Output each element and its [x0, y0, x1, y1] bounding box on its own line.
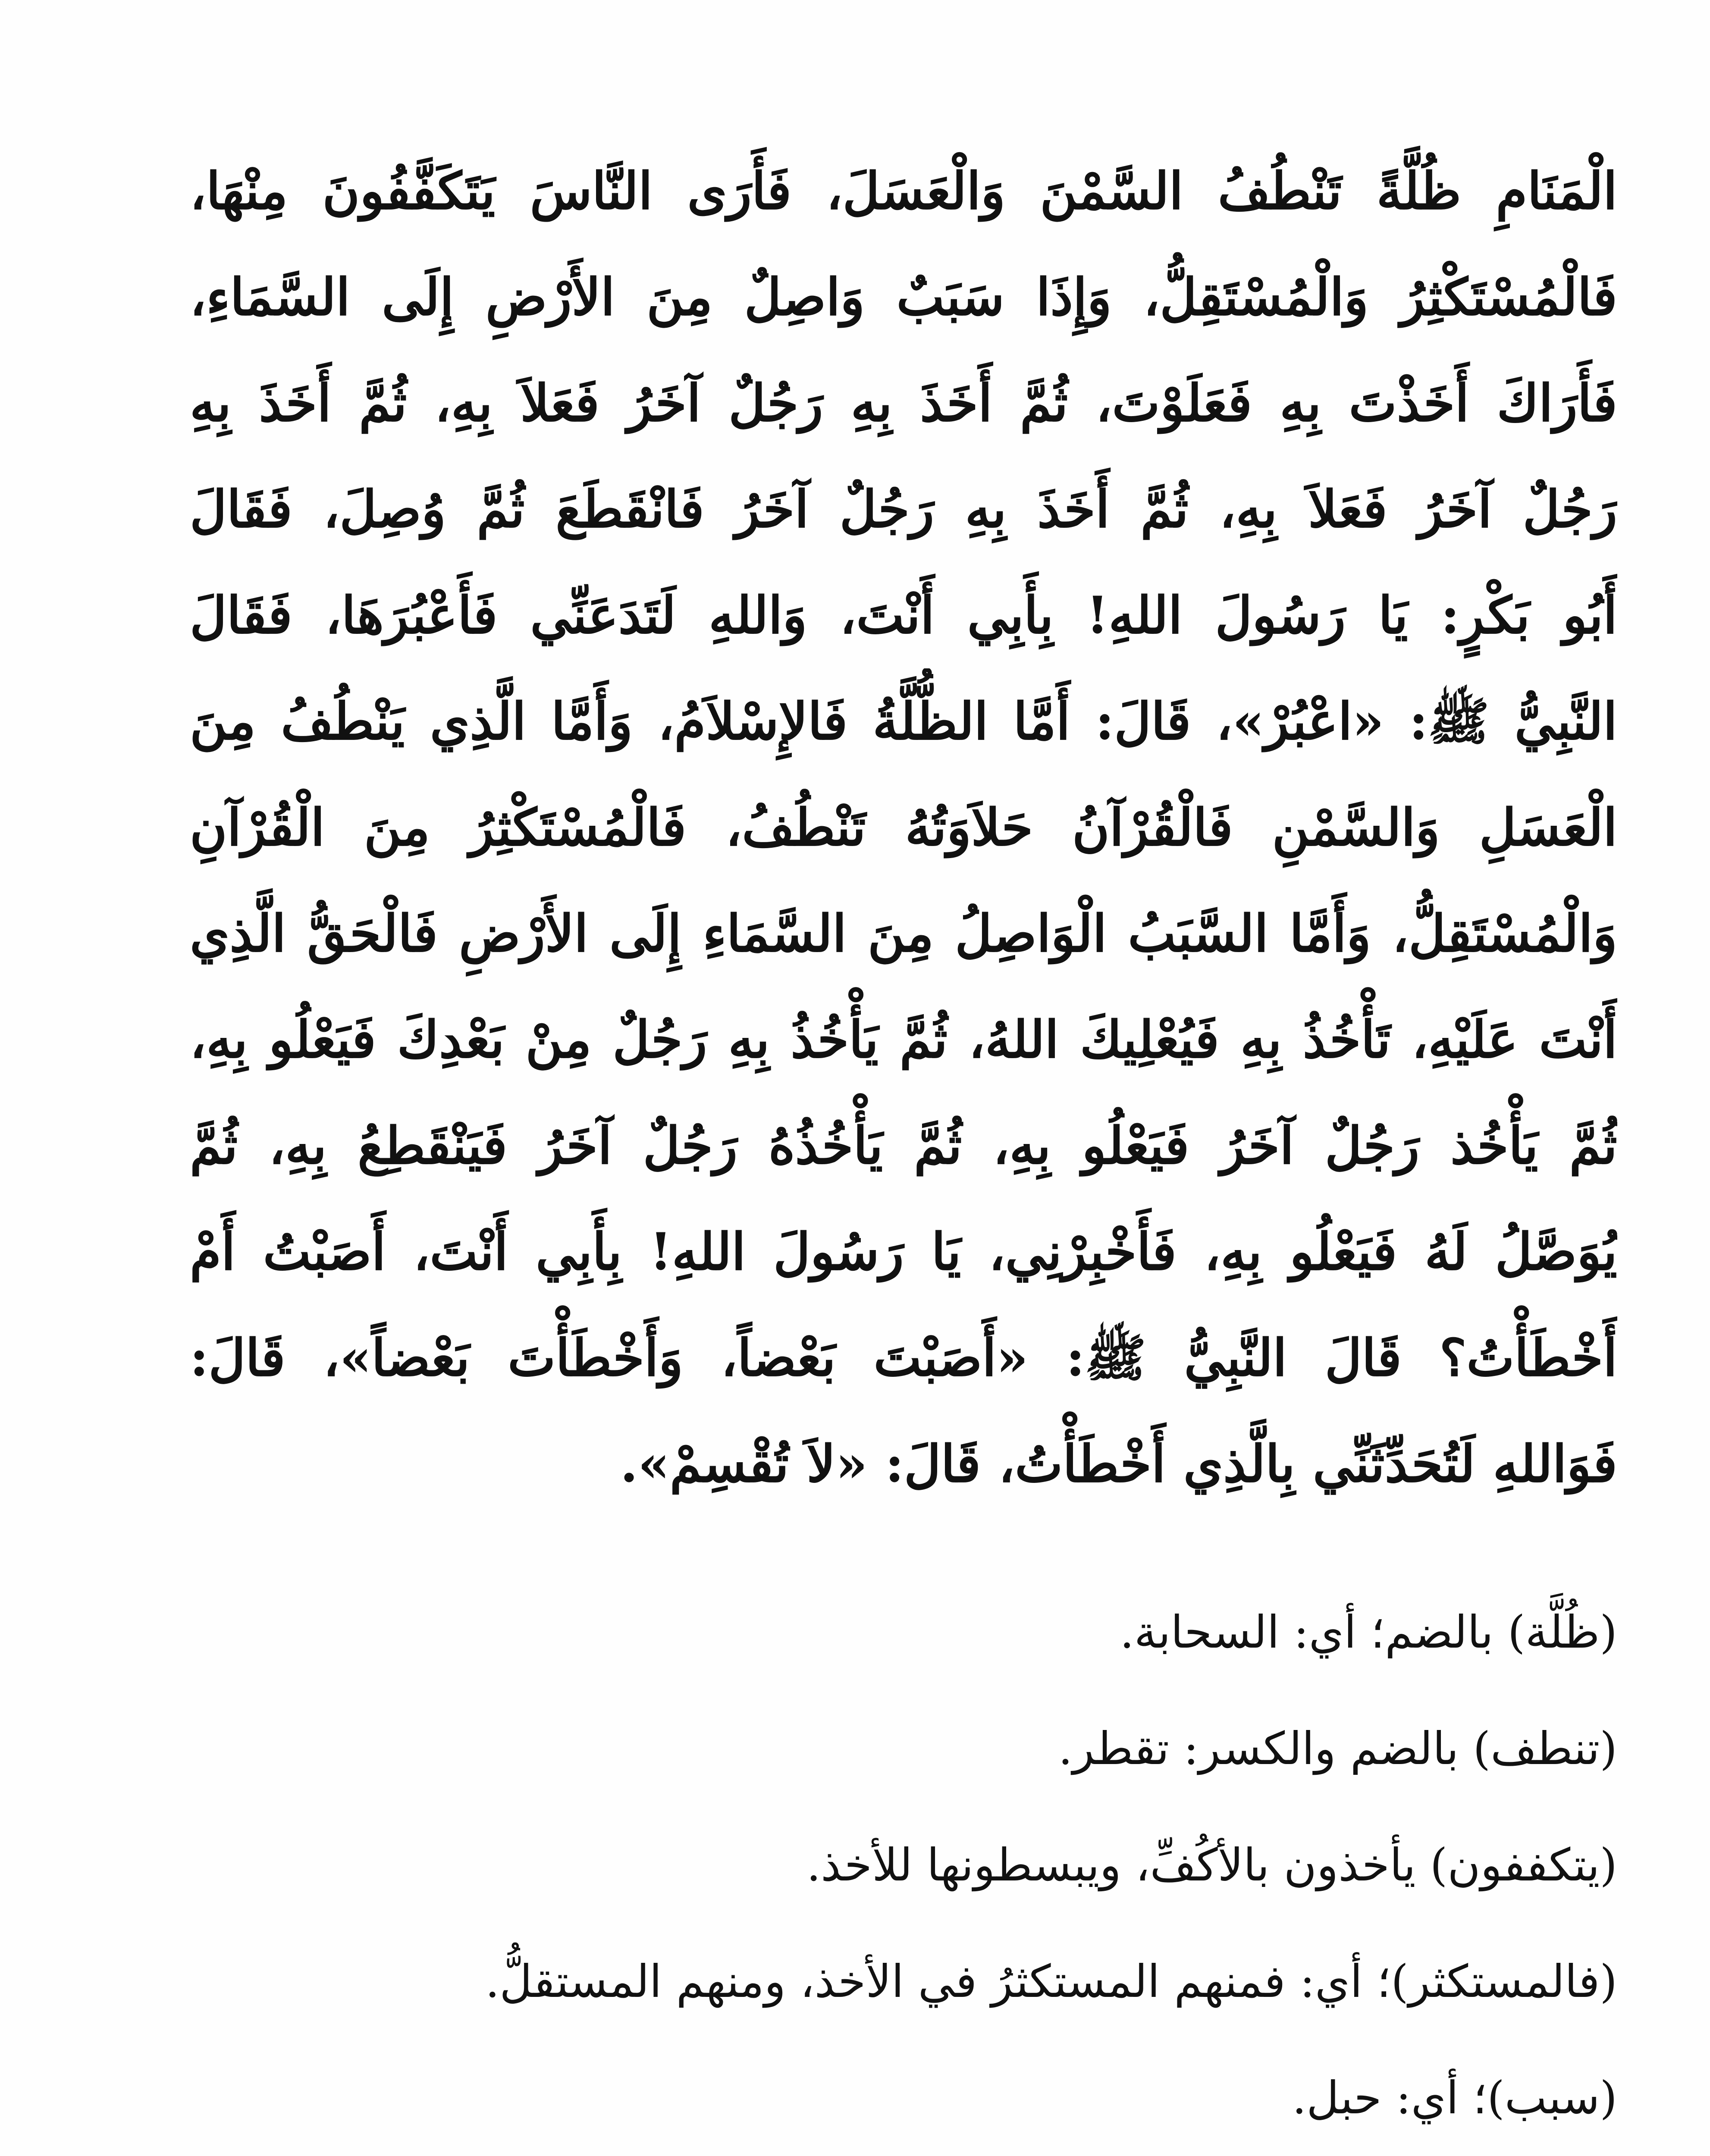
text-line: أَبُو بَكْرٍ: يَا رَسُولَ اللهِ! بِأَبِي أَنْتَ، وَاللهِ لَتَدَعَنِّي فَأَعْبُرَهَا، فَقَالَ — [190, 585, 1617, 645]
text-line: أَخْطَأْتُ؟ قَالَ النَّبِيُّ ﷺ: «أَصَبْتَ بَعْضاً، وَأَخْطَأْتَ بَعْضاً»، قَالَ: — [190, 1328, 1617, 1388]
note-line: (فالمستكثر)؛ أي: فمنهم المستكثرُ في الأخذ، ومنهم المستقلُّ. — [485, 1955, 1617, 2008]
note-line: (يتكففون) يأخذون بالأكُفِّ، ويبسطونها للأخذ. — [806, 1839, 1617, 1891]
text-line: فَأَرَاكَ أَخَذْتَ بِهِ فَعَلَوْتَ، ثُمَّ أَخَذَ بِهِ رَجُلٌ آخَرُ فَعَلاَ بِهِ، ثُمَّ أَخَذَ بِهِ — [190, 373, 1617, 433]
text-line: النَّبِيُّ ﷺ: «اعْبُرْ»، قَالَ: أَمَّا الظُّلَّةُ فَالإِسْلاَمُ، وَأَمَّا الَّذِي يَنْطُفُ مِنَ — [190, 691, 1617, 751]
text-line: وَالْمُسْتَقِلُّ، وَأَمَّا السَّبَبُ الْوَاصِلُ مِنَ السَّمَاءِ إِلَى الأَرْضِ فَالْحَقُّ الَّذِي — [190, 903, 1617, 963]
text-line: فَالْمُسْتَكْثِرُ وَالْمُسْتَقِلُّ، وَإِذَا سَبَبٌ وَاصِلٌ مِنَ الأَرْضِ إِلَى السَّمَاءِ، — [190, 267, 1617, 327]
text-line: يُوَصَّلُ لَهُ فَيَعْلُو بِهِ، فَأَخْبِرْنِي، يَا رَسُولَ اللهِ! بِأَبِي أَنْتَ، أَصَبْتُ أَمْ — [190, 1222, 1617, 1282]
text-line: الْعَسَلِ وَالسَّمْنِ فَالْقُرْآنُ حَلاَوَتُهُ تَنْطُفُ، فَالْمُسْتَكْثِرُ مِنَ الْقُرْآنِ — [190, 797, 1617, 857]
note-line: (ظُلَّة) بالضم؛ أي: السحابة. — [1120, 1606, 1617, 1658]
text-line: أَنْتَ عَلَيْهِ، تَأْخُذُ بِهِ فَيُعْلِيكَ اللهُ، ثُمَّ يَأْخُذُ بِهِ رَجُلٌ مِنْ بَعْدِكَ فَيَعْلُو بِهِ، — [190, 1009, 1617, 1069]
text-line: فَوَاللهِ لَتُحَدِّثَنِّي بِالَّذِي أَخْطَأْتُ، قَالَ: «لاَ تُقْسِمْ». — [620, 1434, 1617, 1494]
explanatory-notes — [190, 1574, 1617, 2156]
note-line: (تنطف) بالضم والكسر: تقطر. — [1058, 1722, 1617, 1775]
text-line: رَجُلٌ آخَرُ فَعَلاَ بِهِ، ثُمَّ أَخَذَ بِهِ رَجُلٌ آخَرُ فَانْقَطَعَ ثُمَّ وُصِلَ، فَقَالَ — [190, 479, 1617, 539]
note-line: (سبب)؛ أي: حبل. — [1292, 2071, 1617, 2124]
hadith-text — [190, 138, 1617, 1517]
text-line: ثُمَّ يَأْخُذ رَجُلٌ آخَرُ فَيَعْلُو بِهِ، ثُمَّ يَأْخُذُهُ رَجُلٌ آخَرُ فَيَنْقَطِعُ بِهِ، ثُمَّ — [190, 1116, 1617, 1175]
text-line: الْمَنَامِ ظُلَّةً تَنْطُفُ السَّمْنَ وَالْعَسَلَ، فَأَرَى النَّاسَ يَتَكَفَّفُونَ مِنْهَا، — [190, 161, 1617, 221]
